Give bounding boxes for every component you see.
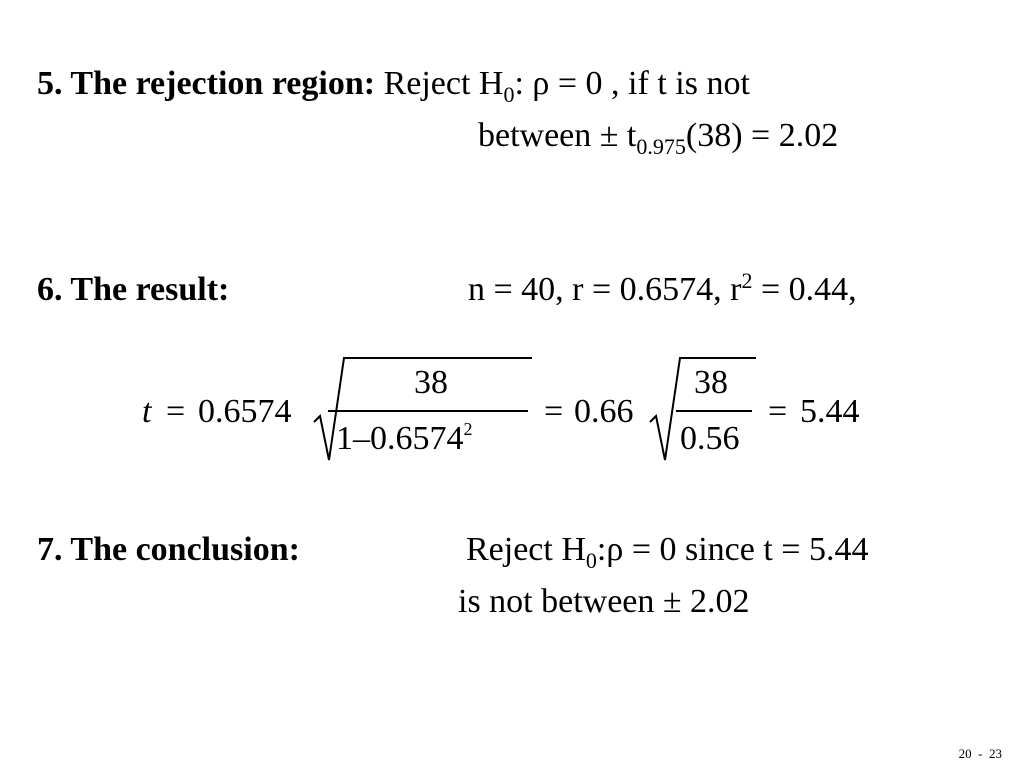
denominator-1-value: 0.6574 [370, 420, 464, 457]
formula-coefficient-2: 0.66 [574, 393, 634, 430]
rejection-region-text-a: Reject H [383, 65, 504, 102]
formula-equals-3: = [768, 393, 788, 430]
slide-page-number: 20 - 23 [958, 746, 1002, 761]
formula-result: 5.44 [800, 393, 860, 430]
rejection-region-line [37, 64, 750, 107]
rejection-region-line-2 [478, 116, 839, 159]
conclusion-line-2: is not between ± 2.02 [458, 583, 750, 620]
result-text-a: n = 40, r = 0.6574, r [468, 271, 742, 308]
formula-equals-1: = [166, 393, 186, 430]
formula-denominator-2: 0.56 [680, 420, 740, 457]
formula-t-variable: t [142, 393, 152, 430]
result-heading: 6. The result: [37, 271, 230, 308]
fraction-bar-2 [676, 410, 752, 412]
h0-subscript: 0 [503, 82, 515, 107]
conclusion-h0-subscript: 0 [585, 548, 597, 573]
denominator-1-minus: – [353, 420, 370, 457]
formula-numerator-1: 38 [414, 364, 448, 401]
formula-denominator-1 [336, 420, 473, 458]
result-text-b: = 0.44, [752, 271, 857, 308]
denominator-1-exponent: 2 [463, 419, 473, 439]
critical-value-text-a: between ± t [478, 117, 637, 154]
fraction-bar-1 [328, 410, 528, 412]
rejection-region-heading: 5. The rejection region: [37, 65, 376, 102]
conclusion-text-b: :ρ = 0 since t = 5.44 [596, 531, 869, 568]
critical-value-text-b: (38) = 2.02 [685, 117, 839, 154]
formula-equals-2: = [544, 393, 564, 430]
rejection-region-text-b: : ρ = 0 , if t is not [514, 65, 750, 102]
critical-value-subscript: 0.975 [636, 134, 686, 159]
result-values [468, 270, 857, 310]
formula-numerator-2: 38 [694, 364, 728, 401]
denominator-1-one: 1 [336, 420, 353, 457]
conclusion-text-a: Reject H [466, 531, 586, 568]
conclusion-heading: 7. The conclusion: [37, 531, 300, 568]
conclusion-line-1 [466, 530, 869, 573]
formula-coefficient-1: 0.6574 [198, 393, 292, 430]
r-squared-exponent: 2 [741, 268, 753, 293]
